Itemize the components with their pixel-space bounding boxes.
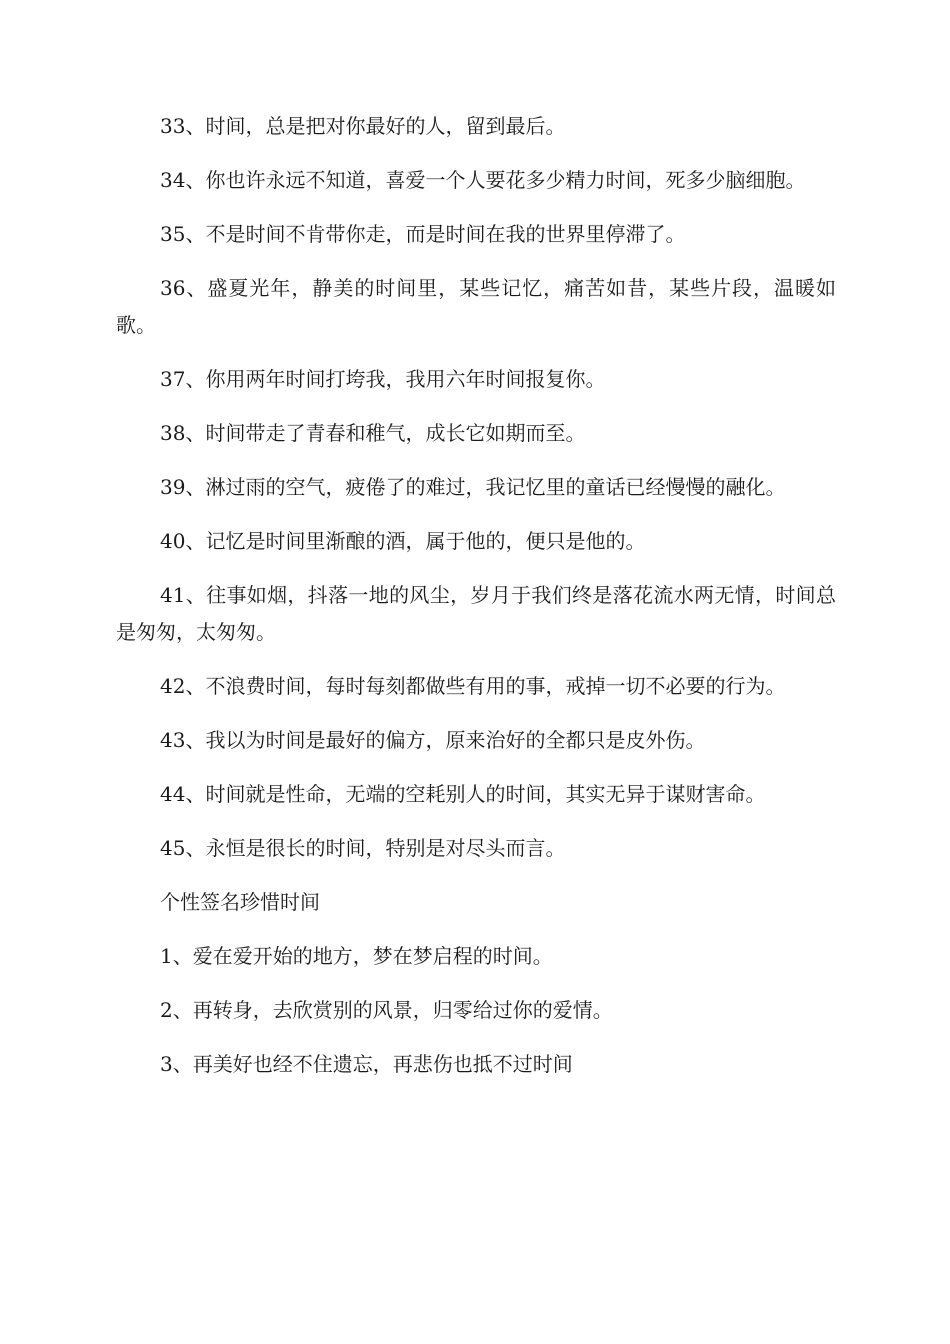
paragraph-33: 33、时间，总是把对你最好的人，留到最后。	[160, 114, 566, 138]
paragraph-44: 44、时间就是性命，无端的空耗别人的时间，其实无异于谋财害命。	[160, 782, 766, 806]
section-heading: 个性签名珍惜时间	[160, 890, 320, 914]
paragraph-35: 35、不是时间不肯带你走，而是时间在我的世界里停滞了。	[160, 222, 686, 246]
paragraph-2: 2、再转身，去欣赏别的风景，归零给过你的爱情。	[160, 998, 613, 1022]
paragraph-34: 34、你也许永远不知道，喜爱一个人要花多少精力时间，死多少脑细胞。	[160, 168, 806, 192]
paragraph-37: 37、你用两年时间打垮我，我用六年时间报复你。	[160, 367, 606, 391]
paragraph-3: 3、再美好也经不住遗忘，再悲伤也抵不过时间	[160, 1052, 573, 1076]
paragraph-1: 1、爱在爱开始的地方，梦在梦启程的时间。	[160, 944, 553, 968]
paragraph-42: 42、不浪费时间，每时每刻都做些有用的事，戒掉一切不必要的行为。	[160, 674, 786, 698]
paragraph-45: 45、永恒是很长的时间，特别是对尽头而言。	[160, 836, 566, 860]
paragraph-36: 36、盛夏光年，静美的时间里，某些记忆，痛苦如昔，某些片段，温暖如歌。	[116, 276, 836, 337]
paragraph-41: 41、往事如烟，抖落一地的风尘，岁月于我们终是落花流水两无情，时间总是匆匆，太匆匆。	[116, 583, 836, 644]
paragraph-38: 38、时间带走了青春和稚气，成长它如期而至。	[160, 421, 586, 445]
document-body	[116, 108, 836, 1100]
paragraph-43: 43、我以为时间是最好的偏方，原来治好的全都只是皮外伤。	[160, 728, 706, 752]
paragraph-39: 39、淋过雨的空气，疲倦了的难过，我记忆里的童话已经慢慢的融化。	[160, 475, 786, 499]
paragraph-40: 40、记忆是时间里渐酿的酒，属于他的，便只是他的。	[160, 529, 646, 553]
